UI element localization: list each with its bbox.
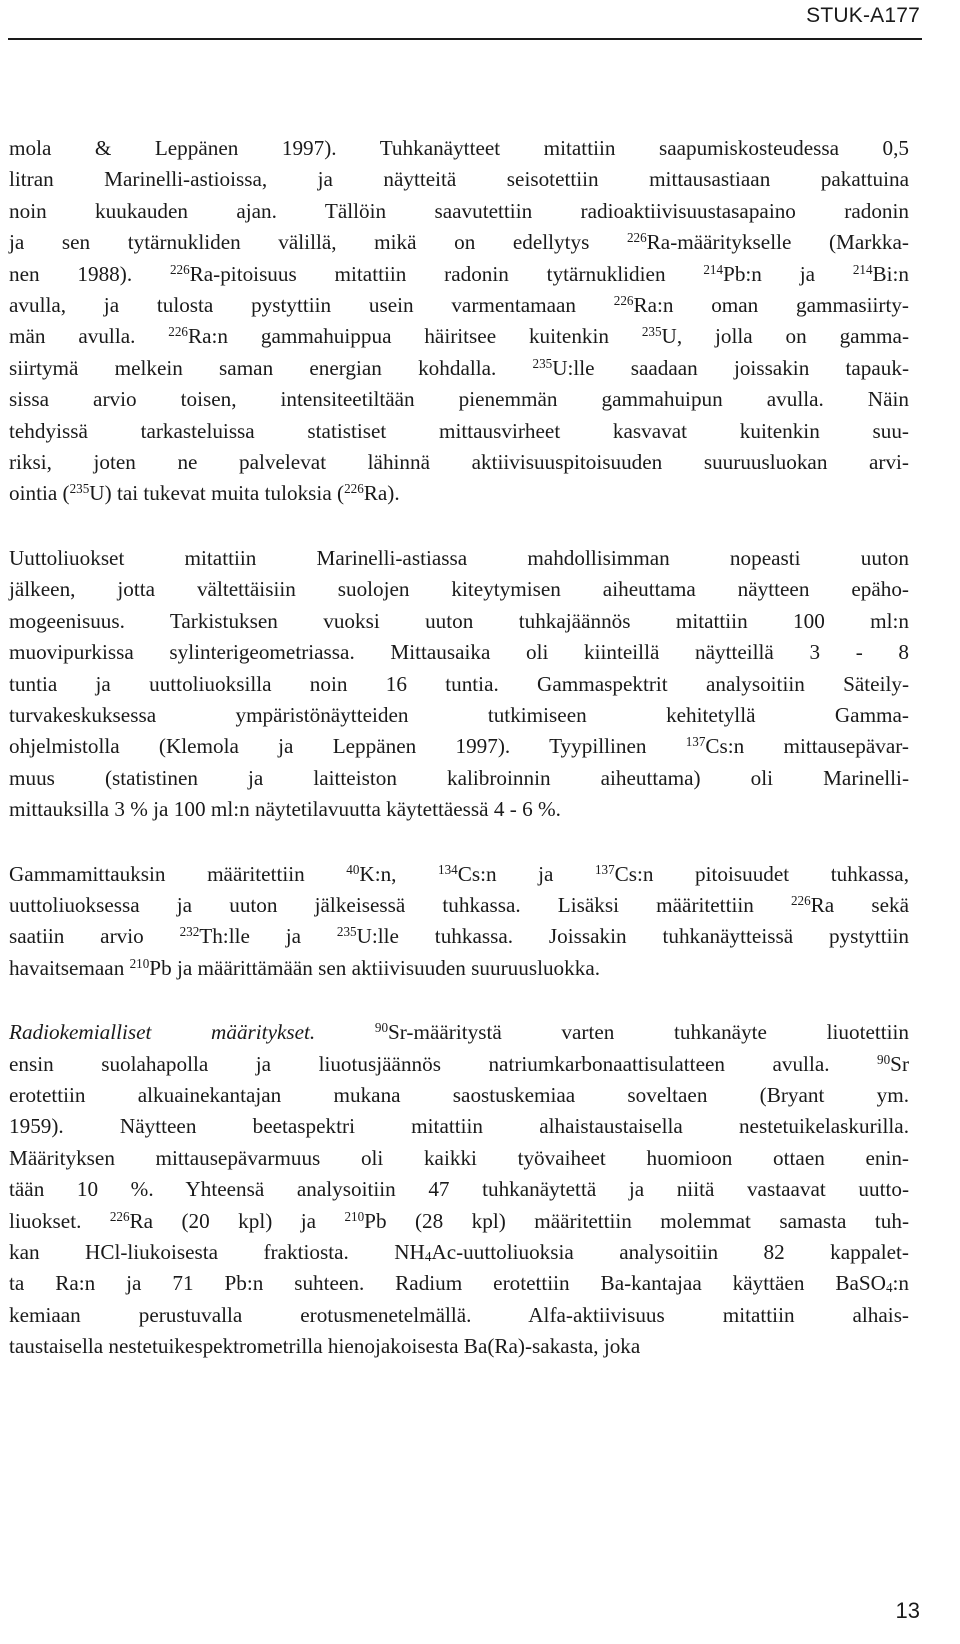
text-line — [9, 859, 909, 890]
text-line — [9, 478, 909, 509]
text-line — [9, 321, 909, 352]
text-run: ta Ra:n ja 71 Pb:n suhteen. Radium erotettiin Ba-kantajaa käyttäen BaSO — [9, 1271, 886, 1296]
isotope-mass-number: 137 — [685, 734, 706, 750]
text-run: Bi:n — [872, 261, 909, 286]
text-run: Gammamittauksin määritettiin — [9, 861, 347, 886]
isotope-mass-number: 134 — [438, 861, 458, 877]
text-run: uuttoliuoksessa ja uuton jälkeisessä tuhkassa. Lisäksi määritettiin — [9, 892, 791, 917]
text-line — [9, 953, 909, 984]
paragraph-gap — [9, 826, 909, 859]
text-run: kan HCl-liukoisesta fraktiosta. NH — [9, 1240, 425, 1264]
text-run: K:n, — [359, 861, 439, 886]
isotope-mass-number: 226 — [168, 324, 188, 340]
text-line — [9, 164, 909, 195]
text-run: Ra-määritykselle (Markka- — [646, 230, 909, 255]
text-run: Pb (28 kpl) määritettiin molemmat samasta tuh- — [364, 1208, 909, 1233]
text-line — [9, 731, 909, 762]
text-line — [9, 606, 909, 637]
section-run-in-heading: Radiokemialliset määritykset. — [9, 1020, 316, 1045]
text-run: ja sen tytärnukliden välillä, mikä on edellytys — [9, 230, 627, 255]
text-run: Ra (20 kpl) ja — [129, 1208, 345, 1233]
isotope-mass-number: 235 — [336, 924, 357, 940]
text-run: Cs:n mittausepävar- — [705, 734, 909, 759]
paragraph — [9, 859, 909, 985]
text-line — [9, 794, 909, 825]
text-run: Ra-pitoisuus mitattiin radonin tytärnuklidien — [189, 261, 704, 286]
running-header — [0, 0, 960, 42]
text-run: tään 10 %. Yhteensä analysoitiin 47 tuhkanäytettä ja niitä vastaavat uutto- — [9, 1177, 909, 1202]
text-run: riksi, joten ne palvelevat lähinnä aktiivisuuspitoisuuden suuruusluokan arvi- — [9, 450, 909, 475]
isotope-mass-number: 226 — [109, 1208, 130, 1224]
text-run: mola & Leppänen 1997). Tuhkanäytteet mitattiin saapumiskosteudessa 0,5 — [9, 136, 909, 160]
text-run: taustaisella nestetuikespektrometrilla hienojakoisesta Ba(Ra)-sakasta, joka — [9, 1334, 641, 1359]
text-line — [9, 1331, 909, 1362]
text-run: U, jolla on gamma- — [661, 324, 909, 349]
isotope-mass-number: 235 — [532, 355, 553, 371]
text-run: U) tai tukevat muita tuloksia ( — [89, 481, 345, 506]
paragraph — [9, 543, 909, 826]
text-line — [9, 1237, 909, 1268]
text-line — [9, 133, 909, 164]
text-line — [9, 890, 909, 921]
paragraph — [9, 133, 909, 510]
isotope-mass-number: 90 — [374, 1019, 389, 1035]
text-run: Ac-uuttoliuoksia analysoitiin 82 kappalet- — [431, 1240, 909, 1264]
text-run: erotettiin alkuainekantajan mukana saostuskemiaa soveltaen (Bryant ym. — [9, 1082, 909, 1107]
paragraph-gap — [9, 510, 909, 543]
text-run: muovipurkissa sylinterigeometriassa. Mittausaika oli kiinteillä näytteillä 3 - 8 — [9, 640, 909, 665]
text-line — [9, 1268, 909, 1299]
text-run: ointia ( — [9, 481, 70, 506]
text-line — [9, 447, 909, 478]
text-run: kemiaan perustuvalla erotusmenetelmällä. Alfa-aktiivisuus mitattiin alhais- — [9, 1302, 909, 1327]
paragraph — [9, 1017, 909, 1362]
page-number: 13 — [895, 1598, 920, 1623]
text-run: Pb ja määrittämään sen aktiivisuuden suuruusluokka. — [149, 955, 601, 980]
text-run: Cs:n pitoisuudet tuhkassa, — [614, 861, 909, 886]
text-run: siirtymä melkein saman energian kohdalla. — [9, 355, 533, 380]
text-run: Uuttoliuokset mitattiin Marinelli-astiassa mahdollisimman nopeasti uuton — [9, 545, 909, 570]
text-run: Ra:n oman gammasiirty- — [633, 293, 909, 318]
text-run: turvakeskuksessa ympäristönäytteiden tutkimiseen kehitetyllä Gamma- — [9, 702, 909, 727]
text-run: Cs:n ja — [457, 861, 595, 886]
text-run: mittauksilla 3 % ja 100 ml:n näytetilavuutta käytettäessä 4 - 6 %. — [9, 797, 561, 822]
text-run: Ra). — [363, 481, 400, 506]
isotope-mass-number: 226 — [344, 481, 364, 497]
text-run — [315, 1020, 375, 1044]
text-run: liuokset. — [9, 1208, 110, 1233]
text-run: muus (statistinen ja laitteiston kalibroinnin aiheuttama) oli Marinelli- — [9, 765, 909, 790]
isotope-mass-number: 90 — [877, 1051, 891, 1067]
text-line — [9, 259, 909, 290]
text-line — [9, 574, 909, 605]
text-run: tehdyissä tarkasteluissa statistiset mittausvirheet kasvavat kuitenkin suu- — [9, 418, 909, 443]
text-line — [9, 290, 909, 321]
text-run: noin kuukauden ajan. Tällöin saavutettiin radioaktiivisuustasapaino radonin — [9, 198, 909, 223]
paragraph-gap — [9, 984, 909, 1017]
isotope-mass-number: 235 — [69, 481, 90, 497]
text-line — [9, 669, 909, 700]
text-line — [9, 1143, 909, 1174]
isotope-mass-number: 137 — [594, 861, 615, 877]
text-run: Th:lle ja — [199, 924, 337, 949]
text-run: havaitsemaan — [9, 955, 130, 980]
text-line — [9, 763, 909, 794]
text-line — [9, 700, 909, 731]
text-run: Sr — [890, 1051, 909, 1076]
text-run: litran Marinelli-astioissa, ja näytteitä seisotettiin mittausastiaan pakattuina — [9, 167, 909, 192]
text-line — [9, 1206, 909, 1237]
isotope-mass-number: 214 — [852, 261, 873, 277]
text-line — [9, 1111, 909, 1142]
text-line — [9, 1017, 909, 1048]
text-line — [9, 227, 909, 258]
header-rule — [8, 38, 922, 40]
text-run: jälkeen, jotta vältettäisiin suolojen kiteytymisen aiheuttama näytteen epäho- — [9, 577, 909, 602]
text-run: avulla, ja tulosta pystyttiin usein varmentamaan — [9, 293, 614, 318]
isotope-mass-number: 226 — [613, 292, 634, 308]
text-line — [9, 1174, 909, 1205]
text-run: sissa arvio toisen, intensiteetiltään pienemmän gammahuipun avulla. Näin — [9, 387, 909, 412]
text-run: Määrityksen mittausepävarmuus oli kaikki työvaiheet huomioon ottaen enin- — [9, 1145, 909, 1170]
text-line — [9, 1300, 909, 1331]
text-line — [9, 921, 909, 952]
isotope-mass-number: 226 — [626, 230, 647, 245]
text-run: Ra:n gammahuippua häiritsee kuitenkin — [187, 324, 642, 349]
text-run: mogeenisuus. Tarkistuksen vuoksi uuton tuhkajäännös mitattiin 100 ml:n — [9, 608, 909, 633]
chemical-subscript: 4 — [424, 1248, 432, 1264]
text-run: Sr-määritystä varten tuhkanäyte liuotettiin — [388, 1020, 910, 1045]
text-line — [9, 353, 909, 384]
text-line — [9, 543, 909, 574]
text-run: ensin suolahapolla ja liuotusjäännös natriumkarbonaattisulatteen avulla. — [9, 1051, 878, 1076]
text-run: :n — [892, 1271, 909, 1296]
text-run: U:lle tuhkassa. Joissakin tuhkanäytteissä pystyttiin — [356, 924, 910, 949]
text-line — [9, 1049, 909, 1080]
text-run: nen 1988). — [9, 261, 170, 286]
text-line — [9, 196, 909, 227]
text-run: 1959). Näytteen beetaspektri mitattiin alhaistaustaisella nestetuikelaskurilla. — [9, 1114, 909, 1139]
isotope-mass-number: 226 — [790, 892, 811, 908]
isotope-mass-number: 214 — [703, 261, 724, 277]
isotope-mass-number: 226 — [169, 261, 190, 277]
isotope-mass-number: 235 — [641, 324, 662, 340]
text-run: Ra sekä — [810, 892, 909, 917]
isotope-mass-number: 210 — [129, 955, 150, 971]
isotope-mass-number: 210 — [344, 1208, 365, 1224]
body-text — [9, 133, 909, 1363]
chemical-subscript: 4 — [885, 1280, 893, 1296]
text-run: U:lle saadaan joissakin tapauk- — [552, 355, 909, 380]
report-id: STUK-A177 — [806, 4, 920, 27]
text-run: tuntia ja uuttoliuoksilla noin 16 tuntia. Gammaspektrit analysoitiin Säteily- — [9, 671, 909, 696]
isotope-mass-number: 232 — [179, 924, 200, 940]
text-run: saatiin arvio — [9, 924, 180, 949]
isotope-mass-number: 40 — [346, 861, 360, 877]
text-line — [9, 384, 909, 415]
text-line — [9, 637, 909, 668]
text-run: män avulla. — [9, 324, 169, 349]
text-line — [9, 416, 909, 447]
text-run: Pb:n ja — [723, 261, 853, 286]
text-line — [9, 1080, 909, 1111]
text-run: ohjelmistolla (Klemola ja Leppänen 1997). Tyypillinen — [9, 734, 686, 759]
